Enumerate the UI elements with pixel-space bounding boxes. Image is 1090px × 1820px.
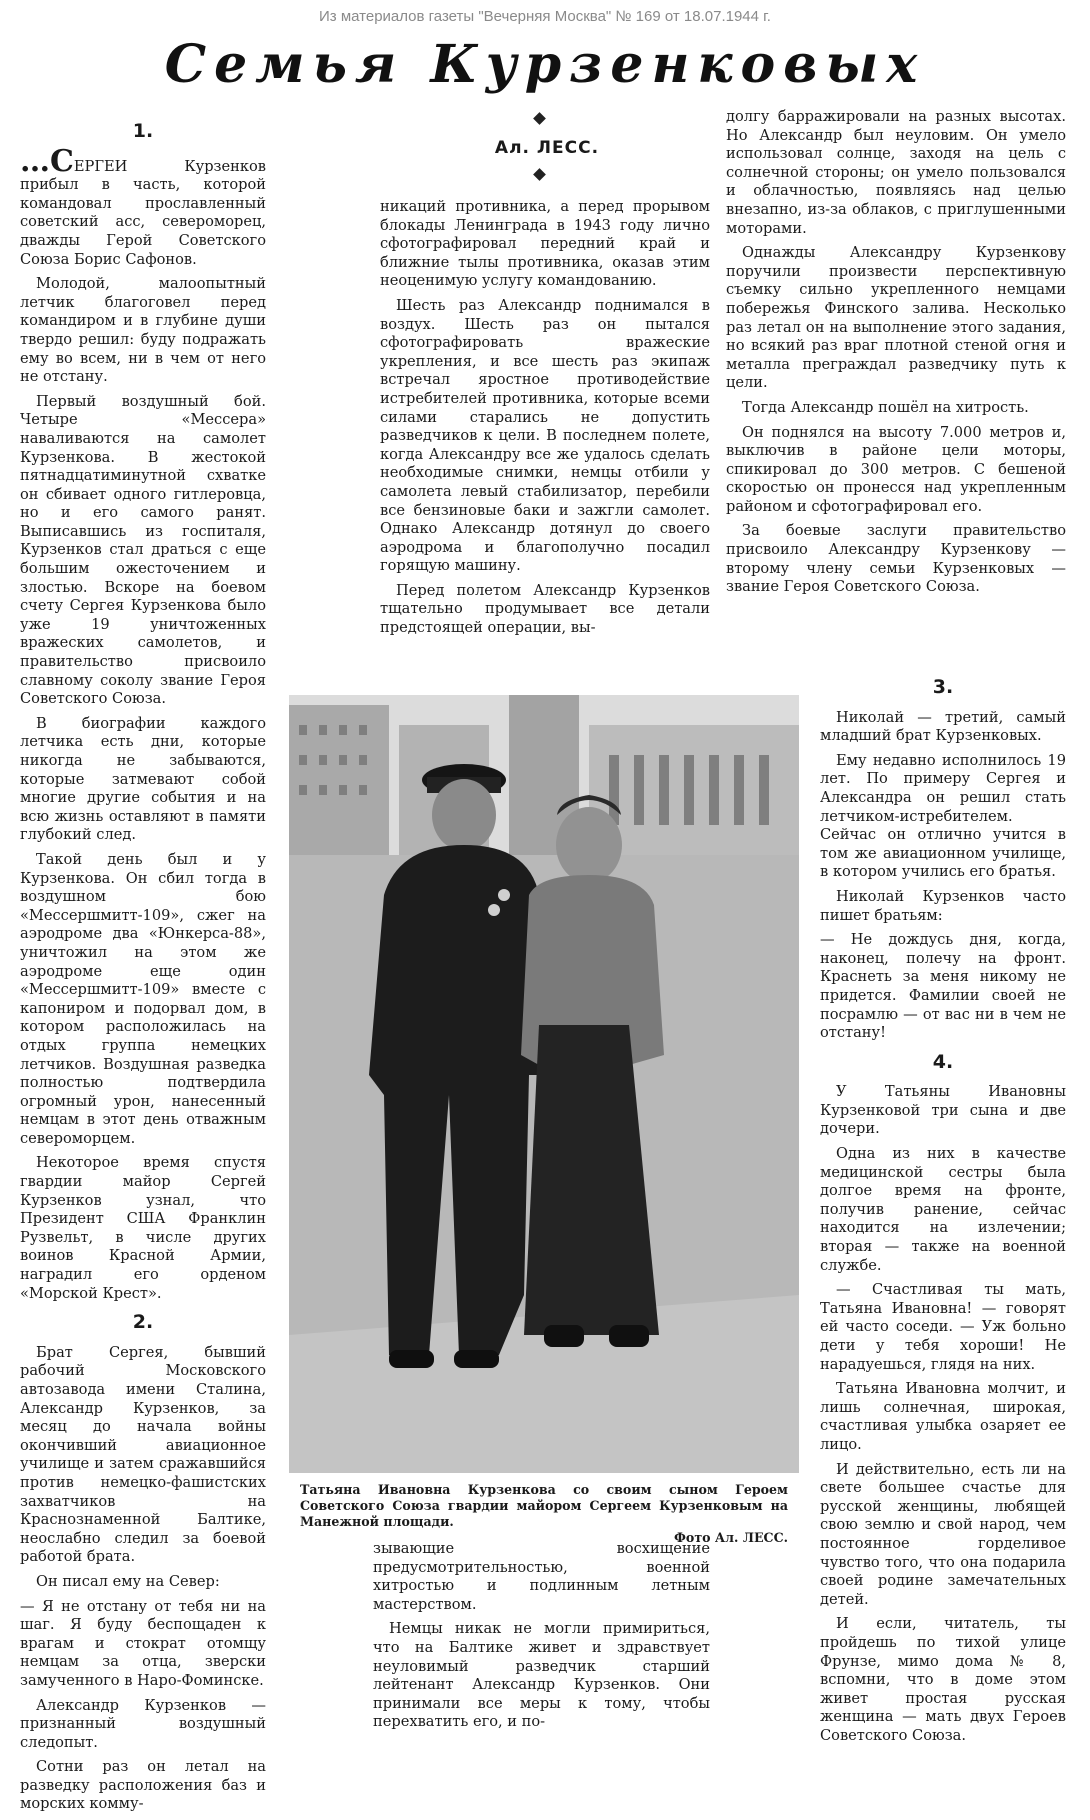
paragraph: — Я не отстану от тебя ни на шаг. Я буду беспощаден к врагам и стократ отомщу немцам за отца, зверски замученного в Наро-Фоминске. [20,1597,266,1689]
paragraph: Такой день был и у Курзенкова. Он сбил тогда в воздушном бою «Мессершмитт-109», сжег на аэродроме два «Юнкерса-88», уничтожил на этом же аэродроме еще один «Мессершмитт-109» вместе с капониром и подорвал дом, в котором расположилась на отдых группа немецких летчиков. Воздушная разведка полностью подтвердила огромный урон, нанесенный немцам в этот день отважным североморцем. [20,850,266,1147]
paragraph: Ему недавно исполнилось 19 лет. По примеру Сергея и Александра он решил стать летчиком-истребителем. Сейчас он отлично учится в том же авиационном училище, в котором учились его братья. [820,751,1066,881]
column-1 [20,112,266,1820]
paragraph: И действительно, есть ли на свете большее счастье для русской женщины, любящей свою землю и свой народ, чем постоянное горделивое чувство того, что она подарила своей родине замечательных детей. [820,1460,1066,1608]
paragraph: Первый воздушный бой. Четыре «Мессера» наваливаются на самолет Курзенкова. В жестокой пятнадцатиминутной схватке он сбивает одного гитлеровца, но и его самого ранят. Выписавшись из госпиталя, Курзенков стал драться с еще большим ожесточением и злостью. Вскоре на боевом счету Сергея Курзенкова было уже 19 уничтоженных вражеских самолетов, и правительство присвоило славному соколу звание Героя Советского Союза. [20,392,266,708]
paragraph: Николай Курзенков часто пишет братьям: [820,887,1066,924]
paragraph: Татьяна Ивановна молчит, и лишь солнечная, широкая, счастливая улыбка озаряет ее лицо. [820,1380,1066,1453]
diamond-ornament-top [533,112,546,125]
column-2-bottom [373,1540,710,1738]
photo-credit: Фото Ал. ЛЕСС. [673,1530,788,1545]
paragraph: Тогда Александр пошёл на хитрость. [742,398,1029,416]
woman-face [556,807,622,883]
column-2-top [380,198,710,644]
paragraph: Александр Курзенков — признанный воздушный следопыт. [20,1696,266,1751]
paragraph: Молодой, малоопытный летчик благоговел перед командиром и в глубине души твердо решил: буду подражать ему во всем, ни в чем от него не отстану. [20,275,266,386]
photo-caption [300,1482,788,1546]
paragraph: Шесть раз Александр поднимался в воздух. Шесть раз он пытался сфотографировать вражеские укрепления, и все шесть раз экипаж встречал яростное противодействие истребителей противника, которые всеми силами старались не допустить разведчиков к цели. В последнем полете, когда Александру все же удалось сделать необходимые снимки, немцы отбили у самолета левый стабилизатор, перебили все бензиновые баки и зажгли самолет. Однако Александр дотянул до своего аэродрома и благополучно посадил горящую машину. [380,296,710,575]
paragraph: Он писал ему на Север: [36,1572,220,1590]
paragraph: долгу барражировали на разных высотах. Но Александр был неуловим. Он умело использовал солнце, заходя на цель с солнечной стороны; он умело пользовался и облачностью, появляясь над целью внезапно, из-за облаков, с приглушенными моторами. [726,108,1066,237]
byline: Ал. ЛЕСС. [494,138,600,158]
paragraph: За боевые заслуги правительство присвоило Александру Курзенкову — второму члену семьи Курзенковых — звание Героя Советского Союза. [726,522,1066,596]
paragraph: Перед полетом Александр Курзенков тщательно продумывает все детали предстоящей операции, вы- [380,581,710,637]
paragraph: Одна из них в качестве медицинской сестры была долгое время на фронте, получив ранение, сейчас находится на излечении; вторая — также на военной службе. [820,1145,1066,1274]
paragraph [20,143,266,270]
paragraph: Николай — третий, самый младший брат Курзенковых. [820,708,1066,745]
photograph [289,695,799,1473]
paragraph: Некоторое время спустя гвардии майор Сергей Курзенков узнал, что Президент США Франклин Рузвельт, в числе других воинов Красной Армии, наградил его орденом «Морской Крест». [20,1154,266,1302]
paragraph: — Не дождусь дня, когда, наконец, полечу на фронт. Краснеть за меня никому не придется. Фамилии своей не посрамлю — от вас ни в чем не отстану! [820,931,1066,1042]
paragraph: Сотни раз он летал на разведку расположения баз и морских комму- [20,1758,266,1813]
paragraph: зывающие восхищение предусмотрительностью, военной хитростью и подлинным летным мастерством. [373,1540,710,1613]
paragraph: никаций противника, а перед прорывом блокады Ленинграда в 1943 году лично сфотографировал передний край и ближние тылы противника, оказав этим неоценимую услугу командованию. [380,198,710,290]
paragraph: В биографии каждого летчика есть дни, которые никогда не забываются, которые затмевают собой многие другие события и на всю жизнь оставляют в памяти глубокий след. [20,714,266,844]
man-face [432,779,496,851]
paragraph: Немцы никак не могли примириться, что на Балтике живет и здравствует неуловимый разведчик старший лейтенант Александр Курзенков. Они принимали все меры к тому, чтобы перехватить его, и по- [373,1620,710,1731]
paragraph: Он поднялся на высоту 7.000 метров и, выключив в районе цели моторы, спикировал до 300 метров. С бешеной скоростью он пронесся над укрепленным районом и сфотографировал его. [726,423,1066,515]
paragraph: И если, читатель, ты пройдешь по тихой улице Фрунзе, мимо дома № 8, вспомни, что в доме этом живет простая русская женщина — мать двух Героев Советского Союза. [820,1615,1066,1744]
paragraph: У Татьяны Ивановны Курзенковой три сына и две дочери. [820,1083,1066,1138]
drop-cap: …С [20,143,74,179]
headline: Семья Курзенковых [164,34,926,95]
source-note: Из материалов газеты "Вечерняя Москва" № 169 от 18.07.1944 г. [319,8,771,25]
column-3-lower [820,668,1066,1751]
diamond-ornament-bottom [533,168,546,181]
photo-illustration [289,695,799,1473]
paragraph: — Счастливая ты мать, Татьяна Ивановна! — говорят ей часто соседи. — Уж больно дети у тебя хороши! Не нарадуешься, глядя на них. [820,1281,1066,1373]
section-number-1: 1. [132,120,154,142]
section-number-2: 2. [132,1311,154,1334]
caption-text: Татьяна Ивановна Курзенкова со своим сыном Героем Советского Союза гвардии майором Сергеем Курзенковым на Манежной площади. [300,1482,788,1529]
man-uniform [369,845,549,1355]
column-3 [726,108,1066,603]
paragraph: Брат Сергея, бывший рабочий Московского автозавода имени Сталина, Александр Курзенков, за месяц до начала войны окончивший авиационное училище и затем сражавшийся против немецко-фашистских захватчиков на Краснознаменной Балтике, неослабно следил за боевой работой брата. [20,1343,266,1566]
section-number-4: 4. [932,1050,954,1073]
paragraph: Однажды Александру Курзенкову поручили произвести перспективную съемку сильно укрепленного немцами побережья Финского залива. Несколько раз летал он на выполнение этого задания, но всякий раз враг плотной стеной огня и металла преграждал разведчику путь к цели. [726,244,1066,392]
section-number-3: 3. [932,676,954,698]
paragraph-text: ЕРГЕИ Курзенков прибыл в часть, которой командовал прославленный советский асс, североморец, дважды Герой Советского Союза Борис Сафонов. [20,157,266,268]
